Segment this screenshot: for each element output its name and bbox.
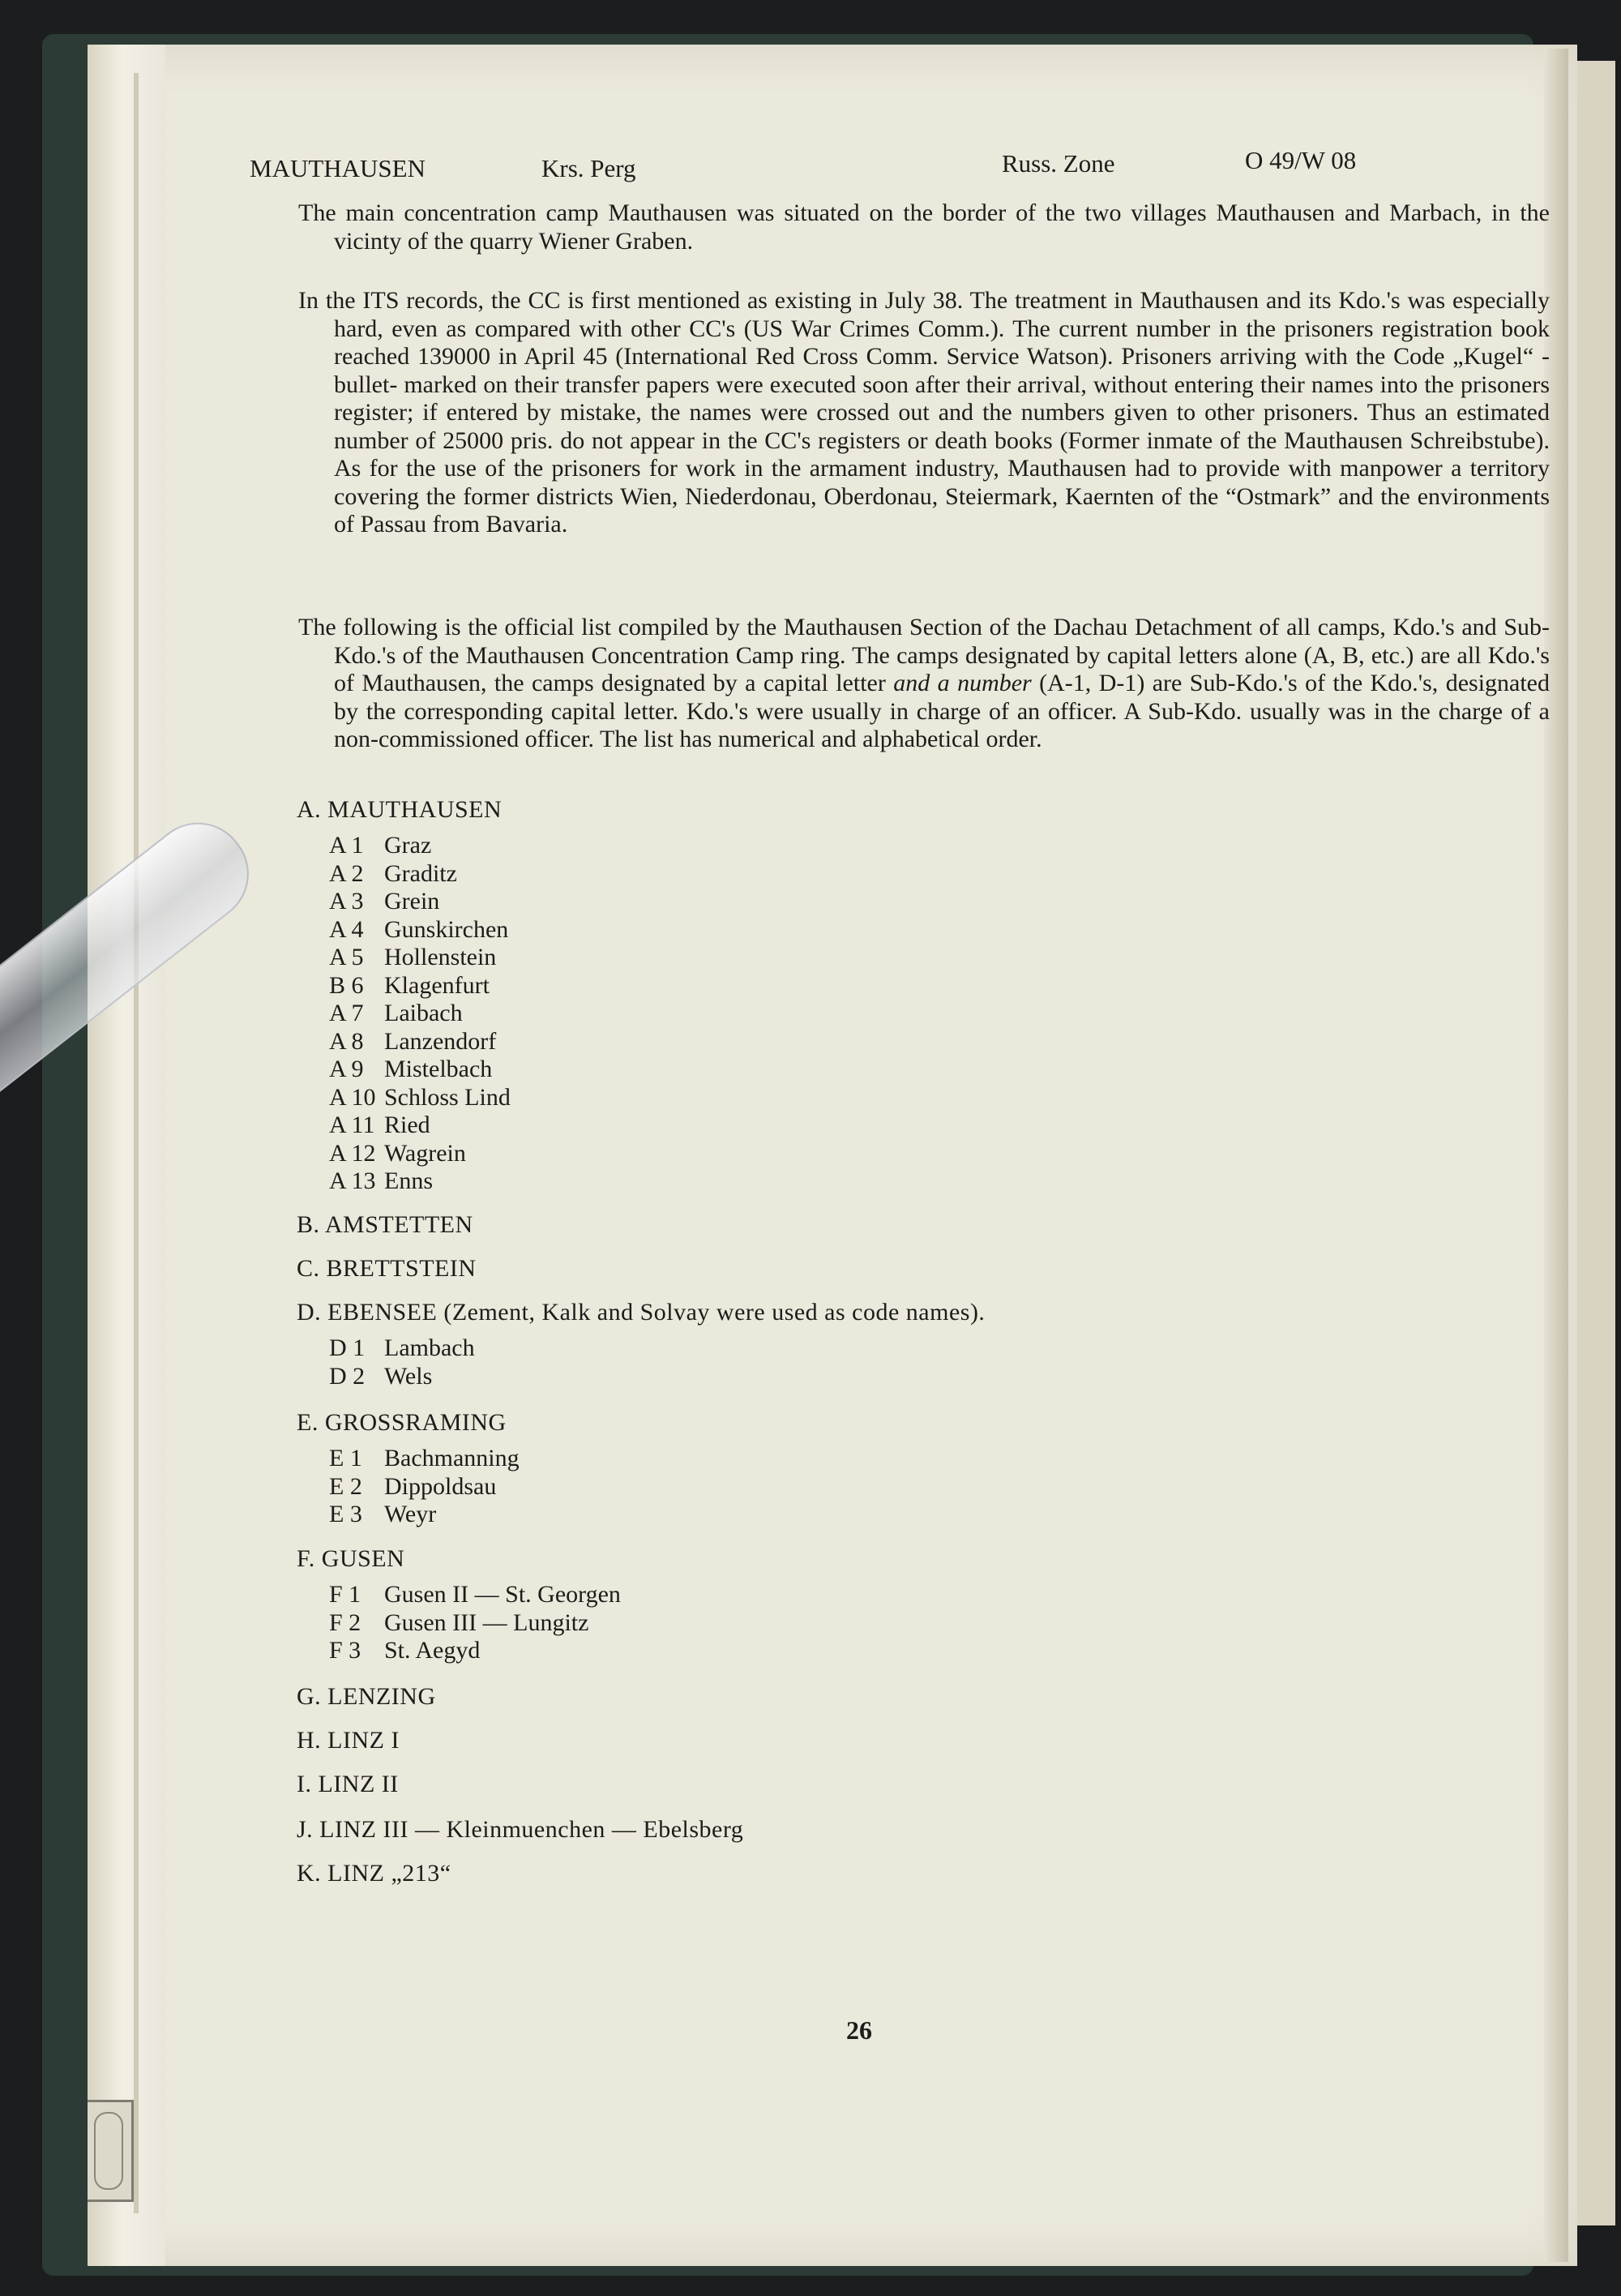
camp-list-item — [329, 1000, 463, 1028]
camp-code: F 1 — [329, 1581, 361, 1608]
section-heading: D. EBENSEE (Zement, Kalk and Solvay were used as code names). — [297, 1299, 986, 1326]
camp-list-item — [329, 972, 490, 1000]
camp-list-item — [329, 1056, 492, 1084]
camp-name: Hollenstein — [384, 944, 497, 970]
paragraph-2: In the ITS records, the CC is first mentioned as existing in July 38. The treatment in Mauthausen and its Kdo.'s was especially hard, even as compared with other CC's (US War Crimes Comm.). The current number in the prisoners registration book reached 139000 in April 45 (International Red Cross Comm. Service Watson). Prisoners arriving with the Code „Kugel“ -bullet- marked on their transfer papers were executed soon after their arrival, without entering their names into the prisoners register; if entered by mistake, the names were crossed out and the numbers given to other prisoners. Thus an estimated number of 25000 pris. do not appear in the CC's registers or death books (Former inmate of the Mauthausen Schreibstube). As for the use of the prisoners for work in the armament industry, Mauthausen had to provide with manpower a territory covering the former districts Wien, Niederdonau, Oberdonau, Steiermark, Kaernten of the “Ostmark” and the environments of Passau from Bavaria. — [298, 287, 1550, 538]
camp-code: A 1 — [329, 832, 364, 859]
section-heading: C. BRETTSTEIN — [297, 1255, 477, 1282]
paragraph-1: The main concentration camp Mauthausen was situated on the border of the two villages Mauthausen and Marbach, in the vicinty of the quarry Wiener Graben. — [298, 199, 1550, 255]
section-heading: A. MAUTHAUSEN — [297, 796, 503, 823]
camp-name: Enns — [384, 1167, 433, 1194]
camp-name: Wels — [384, 1362, 433, 1390]
camp-name: Wagrein — [384, 1139, 466, 1167]
camp-code: D 1 — [329, 1334, 366, 1361]
camp-name: Ried — [384, 1112, 430, 1138]
section-heading: J. LINZ III — Kleinmuenchen — Ebelsberg — [297, 1816, 744, 1843]
camp-code: A 7 — [329, 1000, 364, 1026]
camp-name: Gusen III — Lungitz — [384, 1608, 589, 1636]
camp-name: Gusen II — St. Georgen — [384, 1581, 621, 1608]
camp-name: Dippoldsau — [384, 1472, 497, 1500]
section-heading: F. GUSEN — [297, 1545, 405, 1572]
header-place: MAUTHAUSEN — [250, 154, 426, 182]
camp-name: Lambach — [384, 1334, 475, 1361]
section-heading: G. LENZING — [297, 1683, 436, 1710]
camp-name: Mistelbach — [384, 1056, 493, 1082]
section-heading: H. LINZ I — [297, 1727, 400, 1754]
camp-code: F 3 — [329, 1637, 361, 1664]
page-number: 26 — [846, 2015, 872, 2045]
camp-name: Grein — [384, 888, 440, 915]
camp-list-item — [329, 1473, 496, 1501]
camp-code: A 8 — [329, 1027, 364, 1055]
camp-name: Graditz — [384, 859, 457, 887]
camp-code: A 12 — [329, 1139, 376, 1167]
camp-list-item — [329, 944, 496, 972]
camp-name: Klagenfurt — [384, 971, 490, 999]
header-zone: Russ. Zone — [1002, 149, 1115, 178]
section-heading: K. LINZ „213“ — [297, 1860, 451, 1887]
section-heading: E. GROSSRAMING — [297, 1409, 507, 1436]
camp-name: St. Aegyd — [384, 1637, 481, 1664]
camp-code: A 9 — [329, 1056, 364, 1082]
camp-list-item — [329, 1501, 436, 1529]
header-code: O 49/W 08 — [1245, 146, 1357, 174]
camp-list-item — [329, 1609, 588, 1638]
italic-phrase: and a number — [893, 670, 1032, 696]
camp-name: Graz — [384, 832, 432, 859]
camp-list-item — [329, 1112, 430, 1140]
camp-list-item — [329, 916, 508, 945]
camp-list-item — [329, 1581, 621, 1609]
section-heading: B. AMSTETTEN — [297, 1211, 473, 1238]
camp-name: Gunskirchen — [384, 915, 509, 943]
camp-list-item — [329, 1445, 520, 1473]
camp-name: Laibach — [384, 1000, 463, 1026]
camp-code: E 1 — [329, 1445, 362, 1471]
camp-code: E 3 — [329, 1501, 362, 1527]
camp-code: F 2 — [329, 1608, 361, 1636]
paragraph-3-text: The following is the official list compiled by the Mauthausen Section of the Dachau Detachment of all camps, Kdo.'s and Sub-Kdo.'s of the Mauthausen Concentration Camp ring. The camps designated by capital letters alone (A, B, etc.) are all Kdo.'s of Mauthausen, the camps designated by a capital letter and a number (A-1, D-1) are Sub-Kdo.'s of the Kdo.'s, designated by the corresponding capital letter. Kdo.'s were usually in charge of an officer. A Sub-Kdo. usually was in the charge of a non-commissioned officer. The list has numerical and alphabetical order. — [298, 614, 1550, 752]
camp-name: Lanzendorf — [384, 1027, 497, 1055]
camp-list-item — [329, 1167, 433, 1196]
camp-code: A 10 — [329, 1083, 376, 1111]
paragraph-3 — [298, 614, 1550, 754]
camp-code: A 4 — [329, 915, 364, 943]
camp-code: E 2 — [329, 1472, 362, 1500]
camp-list-item — [329, 1363, 432, 1391]
camp-code: A 5 — [329, 944, 364, 970]
camp-code: A 13 — [329, 1167, 376, 1194]
camp-code: D 2 — [329, 1362, 366, 1390]
camp-list-item — [329, 832, 431, 860]
camp-name: Weyr — [384, 1501, 437, 1527]
camp-code: B 6 — [329, 971, 364, 999]
camp-name: Bachmanning — [384, 1445, 520, 1471]
camp-code: A 2 — [329, 859, 364, 887]
camp-list-item — [329, 1140, 466, 1168]
camp-list-item — [329, 888, 439, 916]
section-heading: I. LINZ II — [297, 1771, 399, 1797]
camp-list-item — [329, 1637, 480, 1665]
camp-code: A 11 — [329, 1112, 375, 1138]
camp-name: Schloss Lind — [384, 1083, 511, 1111]
camp-list-item — [329, 1334, 475, 1363]
camp-list-item — [329, 860, 457, 889]
camp-code: A 3 — [329, 888, 364, 915]
camp-list-item — [329, 1028, 496, 1056]
header-district: Krs. Perg — [541, 154, 636, 182]
camp-list-item — [329, 1084, 511, 1112]
